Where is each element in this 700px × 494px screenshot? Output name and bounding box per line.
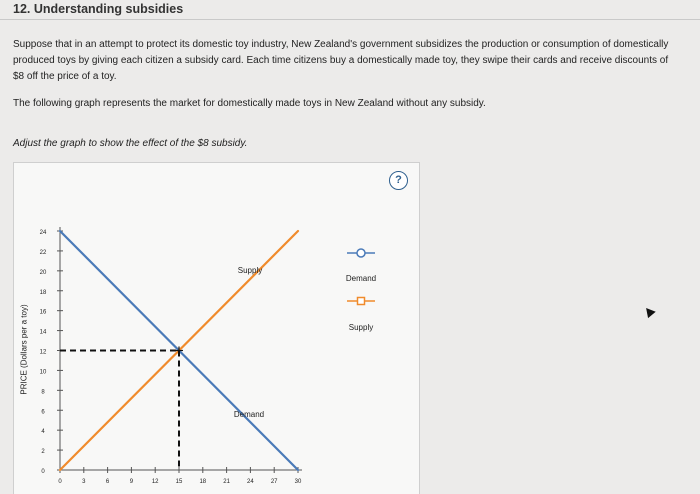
y-tick-label: 22 bbox=[39, 249, 47, 256]
y-tick-label: 6 bbox=[41, 409, 45, 416]
x-tick-label: 6 bbox=[105, 479, 110, 485]
y-tick-label: 14 bbox=[39, 329, 47, 336]
instruction: Adjust the graph to show the effect of the $8 subsidy. bbox=[13, 138, 248, 149]
x-tick-label: 18 bbox=[199, 479, 207, 485]
x-tick-label: 3 bbox=[82, 479, 86, 485]
y-tick-label: 20 bbox=[39, 269, 47, 276]
y-tick-label: 12 bbox=[39, 349, 47, 356]
x-tick-label: 0 bbox=[58, 479, 62, 485]
supply-tool-label: Supply bbox=[348, 323, 374, 332]
x-tick-label: 12 bbox=[151, 479, 159, 485]
circle-handle-icon[interactable] bbox=[357, 249, 365, 257]
x-tick-label: 21 bbox=[223, 479, 230, 485]
question-title: 12. Understanding subsidies bbox=[13, 2, 184, 16]
intro-line-3: $8 off the price of a toy. bbox=[13, 71, 117, 82]
graph-description: The following graph represents the market for domestically made toys in New Zealand without any subsidy. bbox=[13, 98, 486, 109]
y-tick-label: 2 bbox=[41, 449, 45, 456]
demand-tool-label: Demand bbox=[345, 274, 377, 283]
help-button[interactable]: ? bbox=[389, 171, 408, 190]
intro-line-2: produced toys by giving each citizen a subsidy card. Each time citizens buy a domestically made toy, they swipe their cards and receive discounts of bbox=[13, 55, 669, 66]
y-tick-label: 18 bbox=[39, 289, 47, 296]
y-tick-label: 0 bbox=[41, 469, 45, 475]
y-tick-label: 8 bbox=[41, 389, 45, 396]
y-tick-label: 24 bbox=[39, 230, 47, 236]
y-tick-label: 10 bbox=[39, 369, 47, 376]
y-tick-label: 4 bbox=[41, 429, 45, 436]
x-tick-label: 24 bbox=[247, 479, 254, 485]
y-axis-title: PRICE (Dollars per a toy) bbox=[19, 304, 29, 395]
x-tick-label: 30 bbox=[294, 479, 302, 485]
x-tick-label: 27 bbox=[270, 479, 278, 485]
square-handle-icon[interactable] bbox=[358, 298, 365, 305]
supply-curve-label: Supply bbox=[237, 266, 263, 275]
y-tick-label: 16 bbox=[39, 309, 47, 316]
x-tick-label: 15 bbox=[175, 479, 183, 485]
demand-curve-label: Demand bbox=[233, 410, 265, 419]
x-tick-label: 9 bbox=[129, 479, 134, 485]
intro-line-1: Suppose that in an attempt to protect its domestic toy industry, New Zealand's government subsidizes the production or consumption of domestically bbox=[13, 39, 669, 50]
